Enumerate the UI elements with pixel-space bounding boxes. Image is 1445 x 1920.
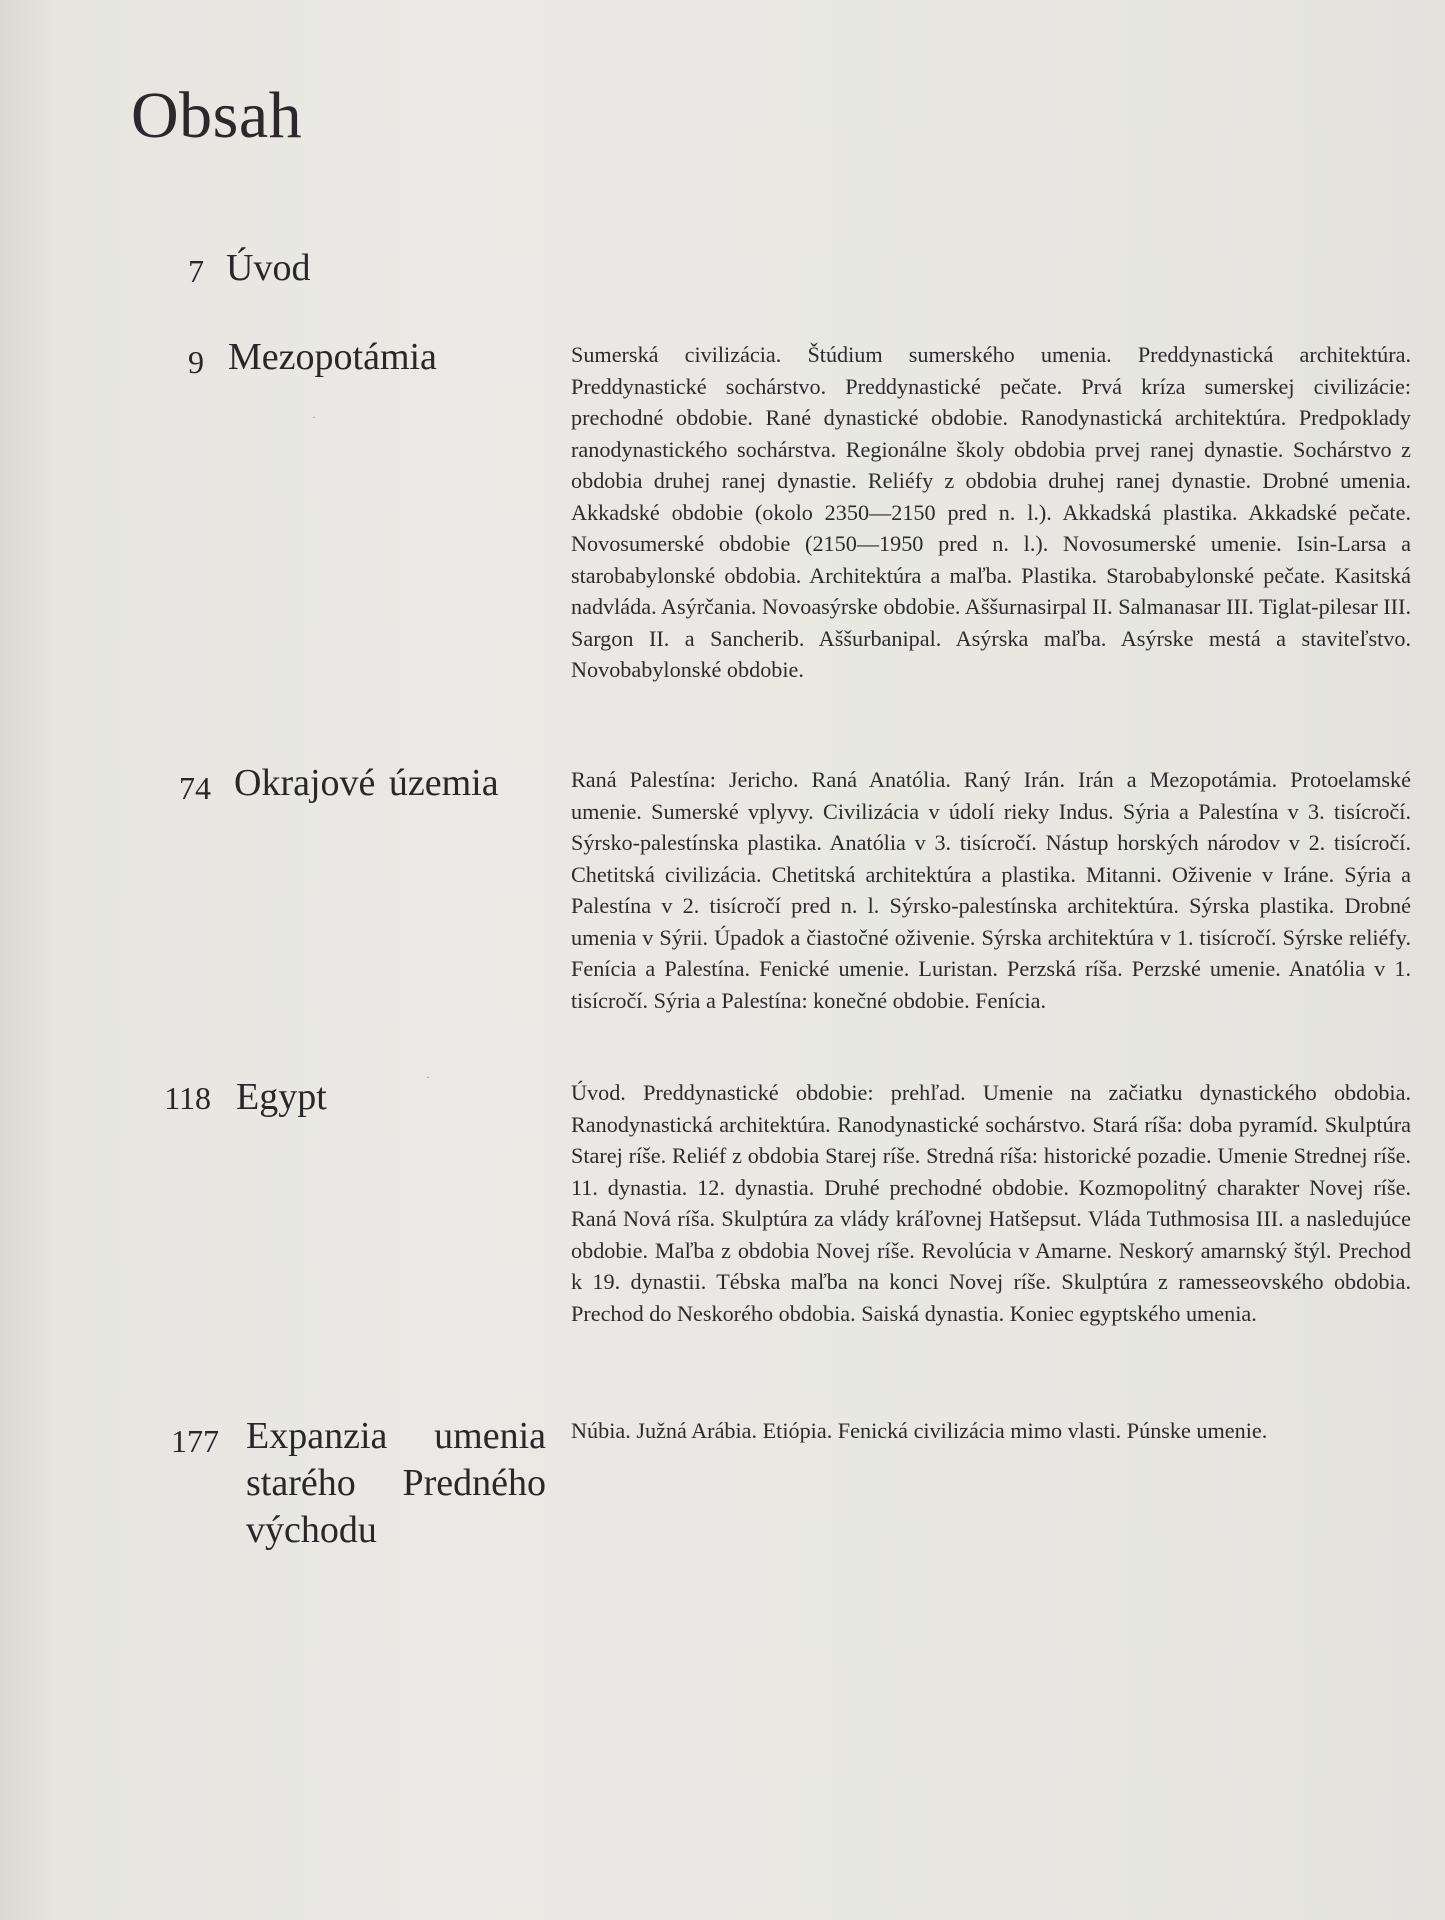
paper-speck: · — [312, 410, 316, 424]
toc-page-number: 177 — [171, 1423, 219, 1459]
toc-page-number: 118 — [164, 1080, 211, 1116]
toc-chapter-title: Úvod — [226, 247, 311, 289]
toc-page-number: 7 — [188, 253, 204, 289]
toc-page-number: 74 — [179, 770, 211, 806]
toc-chapter-title: Egypt — [236, 1076, 327, 1118]
page-title: Obsah — [131, 79, 303, 152]
toc-chapter-title: Expanzia umenia starého Predného východu — [246, 1415, 546, 1551]
toc-chapter-title: Mezopotámia — [228, 336, 437, 378]
toc-chapter-title: Okrajové územia — [234, 762, 499, 804]
toc-chapter-summary: Úvod. Preddynastické obdobie: prehľad. Umenie na začiatku dynastického obdobia. Ranodynastická architektúra. Ranodynastické sochárstvo. Stará ríša: doba pyramíd. Skulptúra Starej ríše. Reliéf z obdobia Starej ríše. Stredná ríša: historické pozadie. Umenie Strednej ríše. 11. dynastia. 12. dynastia. Druhé prechodné obdobie. Kozmopolitný charakter Novej ríše. Raná Nová ríša. Skulptúra za vlády kráľovnej Hatšepsut. Vláda Tuthmosisa III. a nasledujúce obdobie. Maľba z obdobia Novej ríše. Revolúcia v Amarne. Neskorý amarnský štýl. Prechod k 19. dynastii. Tébska maľba na konci Novej ríše. Skulptúra z ramesseovského obdobia. Prechod do Neskorého obdobia. Saiská dynastia. Koniec egyptského umenia. — [571, 1080, 1411, 1326]
toc-chapter-summary: Sumerská civilizácia. Štúdium sumerského umenia. Preddynastická architektúra. Preddynastické sochárstvo. Preddynastické pečate. Prvá kríza sumerskej civilizácie: prechodné obdobie. Rané dynastické obdobie. Ranodynastická architektúra. Predpoklady ranodynastického sochárstva. Regionálne školy obdobia prvej ranej dynastie. Sochárstvo z obdobia druhej ranej dynastie. Reliéfy z obdobia druhej ranej dynastie. Drobné umenia. Akkadské obdobie (okolo 2350—2150 pred n. l.). Akkadská plastika. Akkadské pečate. Novosumerské obdobie (2150—1950 pred n. l.). Novosumerské umenie. Isin-Larsa a starobabylonské obdobia. Architektúra a maľba. Plastika. Starobabylonské pečate. Kasitská nadvláda. Asýrčania. Novoasýrske obdobie. Aššurnasirpal II. Salmanasar III. Tiglat-pilesar III. Sargon II. a Sancherib. Aššurbanipal. Asýrska maľba. Asýrske mestá a staviteľstvo. Novobabylonské obdobie. — [571, 342, 1411, 682]
toc-chapter-summary: Núbia. Južná Arábia. Etiópia. Fenická civilizácia mimo vlasti. Púnske umenie. — [571, 1418, 1268, 1443]
toc-page-number: 9 — [188, 344, 204, 380]
paper-speck: · — [426, 1070, 430, 1084]
toc-chapter-summary: Raná Palestína: Jericho. Raná Anatólia. Raný Irán. Irán a Mezopotámia. Protoelamské umenie. Sumerské vplyvy. Civilizácia v údolí rieky Indus. Sýria a Palestína v 3. tisícročí. Sýrsko-palestínska plastika. Anatólia v 3. tisícročí. Nástup horských národov v 2. tisícročí. Chetitská civilizácia. Chetitská architektúra a plastika. Mitanni. Oživenie v Iráne. Sýria a Palestína v 2. tisícročí pred n. l. Sýrsko-palestínska architektúra. Sýrska plastika. Drobné umenia v Sýrii. Úpadok a čiastočné oživenie. Sýrska architektúra v 1. tisícročí. Sýrske reliéfy. Fenícia a Palestína. Fenické umenie. Luristan. Perzská ríša. Perzské umenie. Anatólia v 1. tisícročí. Sýria a Palestína: konečné obdobie. Fenícia. — [571, 767, 1411, 1013]
